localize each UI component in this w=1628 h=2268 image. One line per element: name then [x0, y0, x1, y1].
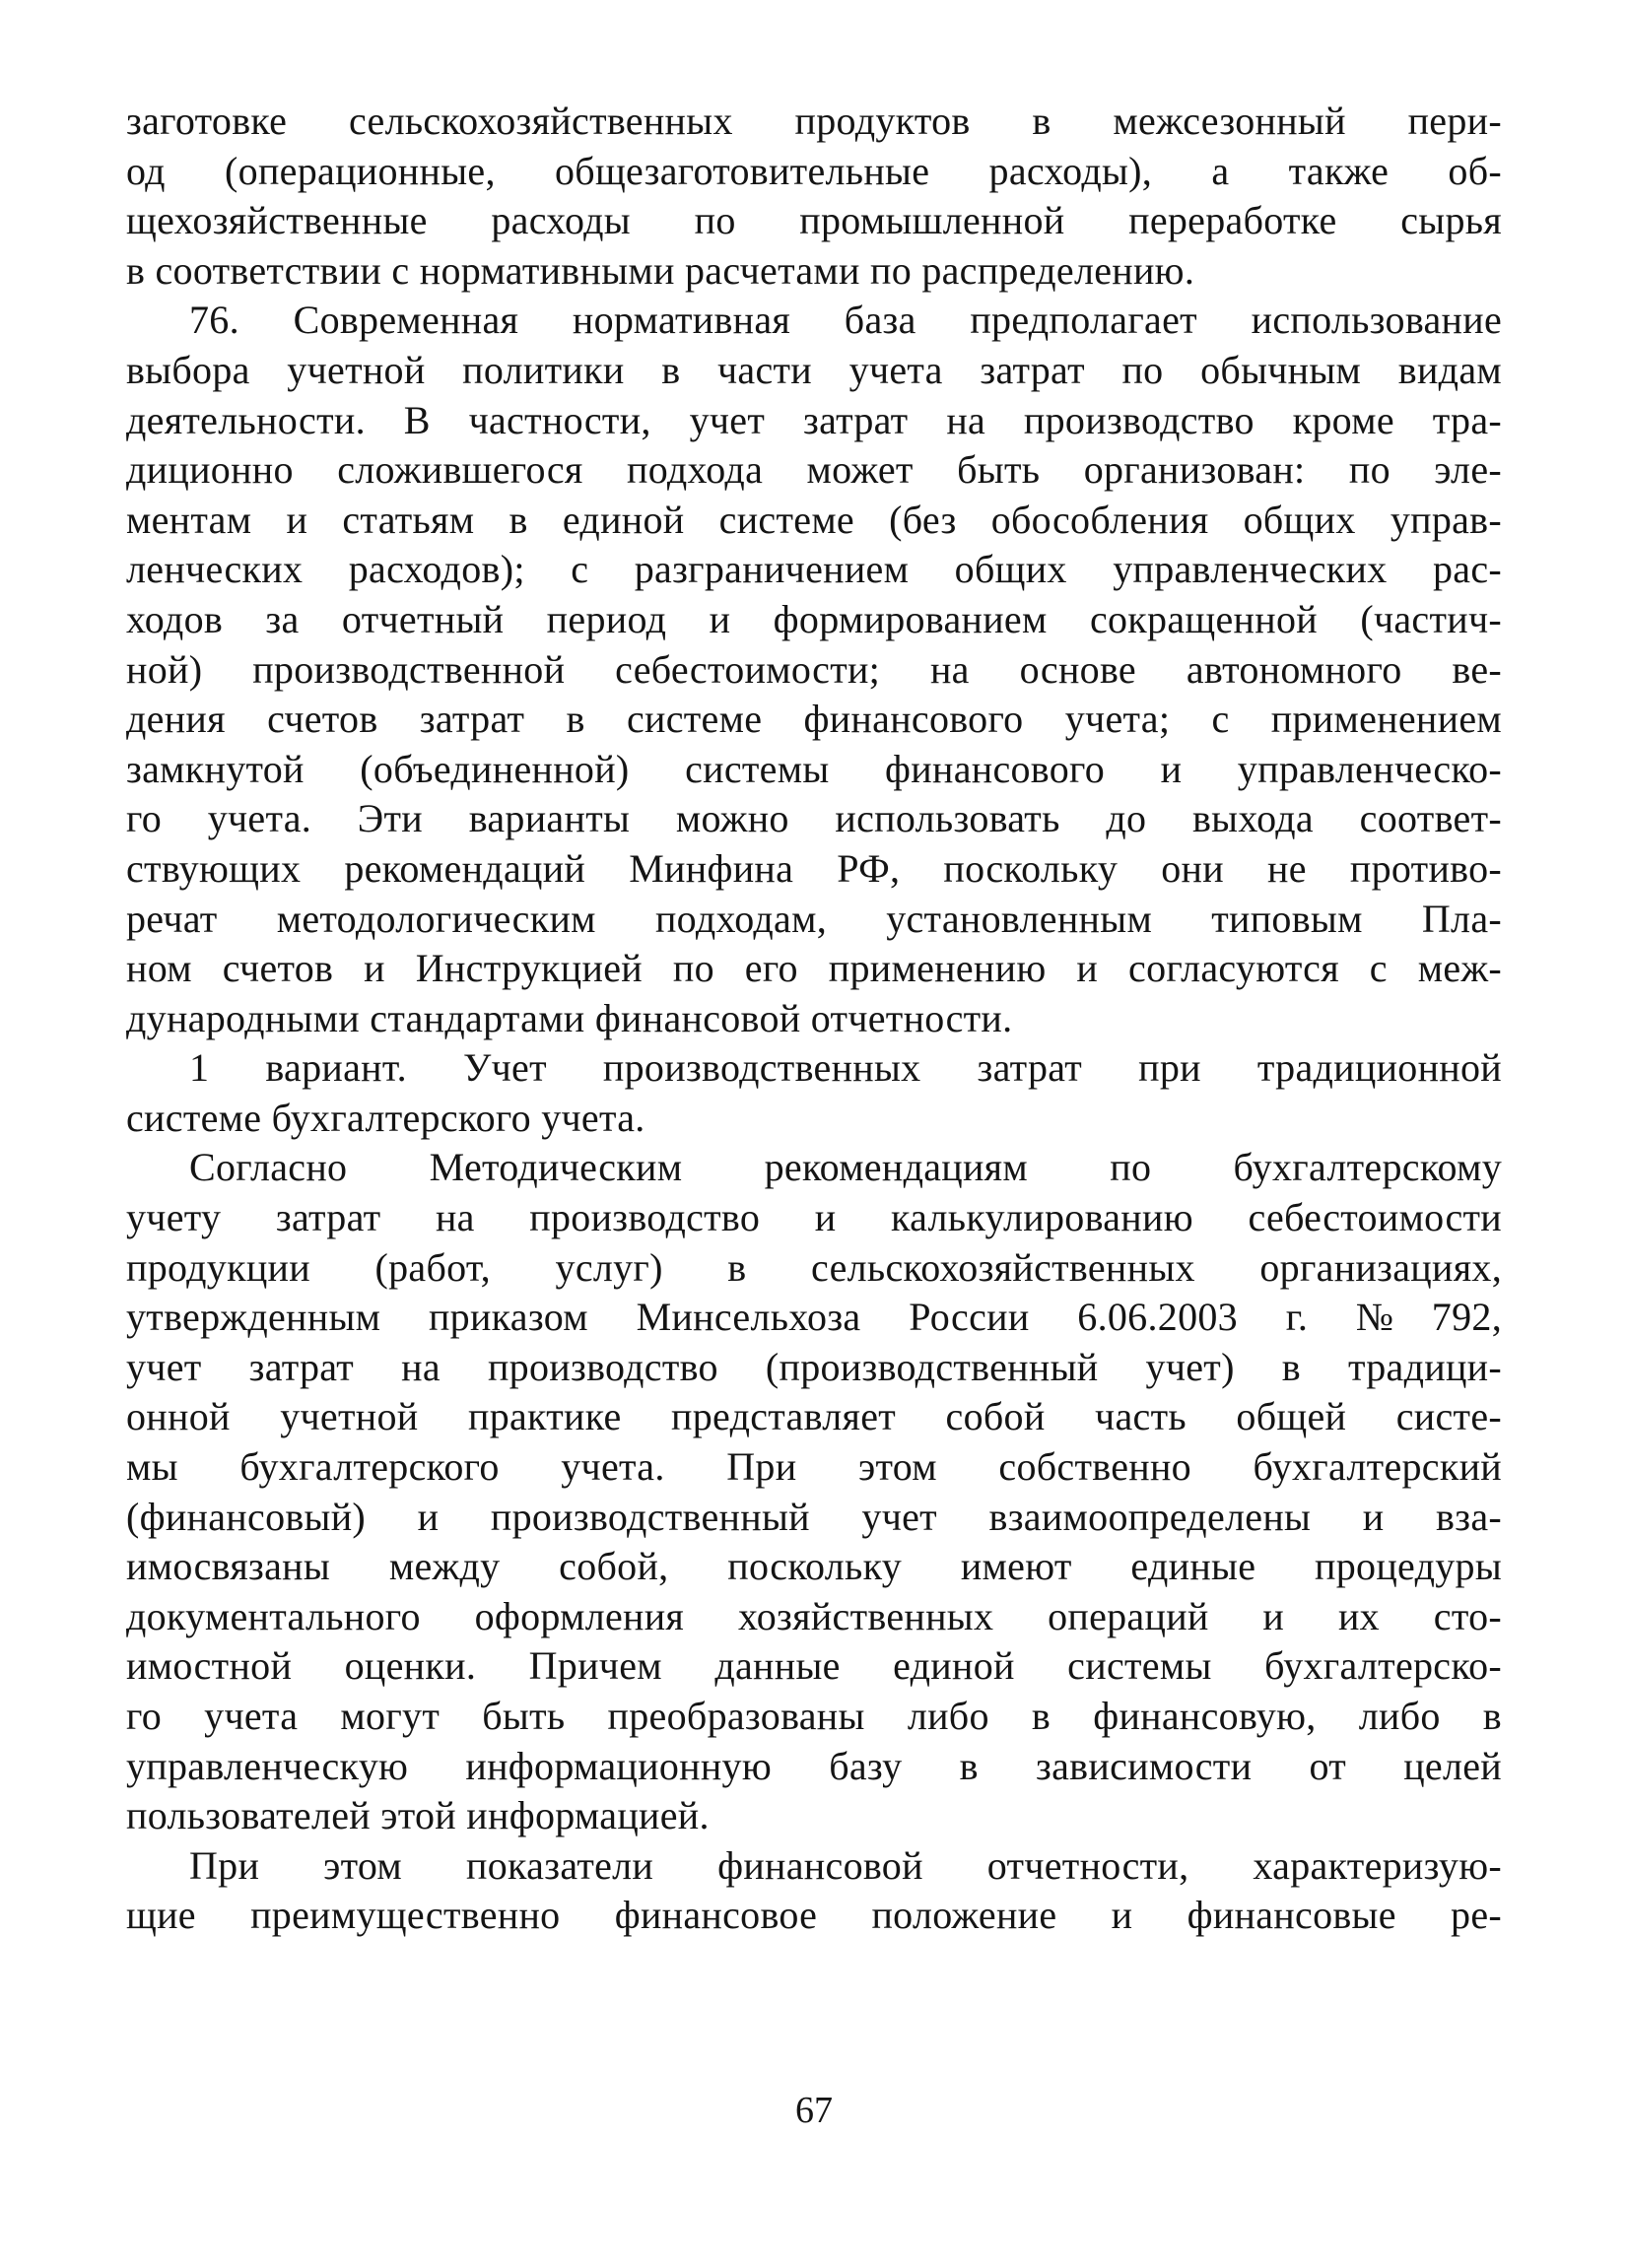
text-line: документального оформления хозяйственных операций и их сто- — [126, 1593, 1502, 1638]
text-line: имостной оценки. Причем данные единой системы бухгалтерско- — [126, 1643, 1502, 1689]
text-line: замкнутой (объединенной) системы финансового и управленческо- — [126, 746, 1502, 791]
text-line: ном счетов и Инструкцией по его применению и согласуются с меж- — [126, 946, 1502, 991]
text-line: деятельности. В частности, учет затрат на производство кроме тра- — [126, 397, 1502, 442]
text-line: утвержденным приказом Минсельхоза России 6.06.2003 г. №792, — [126, 1295, 1502, 1340]
text-line: щехозяйственные расходы по промышленной переработке сырья — [126, 198, 1502, 243]
text-line: мы бухгалтерского учета. При этом собственно бухгалтерский — [126, 1444, 1502, 1490]
text-line: пользователей этой информацией. — [126, 1793, 710, 1838]
text-line: 1 вариант. Учет производственных затрат при традиционной — [189, 1045, 1502, 1091]
text-line: (финансовый) и производственный учет взаимоопределены и вза- — [126, 1494, 1502, 1539]
text-line: выбора учетной политики в части учета затрат по обычным видам — [126, 347, 1502, 392]
text-line: диционно сложившегося подхода может быть организован: по эле- — [126, 447, 1502, 493]
text-line: го учета. Эти варианты можно использовать до выхода соответ- — [126, 796, 1502, 841]
text-line: щие преимущественно финансовое положение и финансовые ре- — [126, 1893, 1502, 1938]
text-line: учету затрат на производство и калькулированию себестоимости — [126, 1195, 1502, 1240]
text-line: 76. Современная нормативная база предполагает использование — [189, 298, 1502, 343]
text-line: Согласно Методическим рекомендациям по бухгалтерскому — [189, 1145, 1502, 1190]
page-number: 67 — [795, 2090, 833, 2131]
text-line: учет затрат на производство (производственный учет) в традици- — [126, 1344, 1502, 1389]
body-text — [126, 97, 1502, 1941]
text-line: го учета могут быть преобразованы либо в финансовую, либо в — [126, 1694, 1502, 1738]
text-line: од (операционные, общезаготовительные расходы), а также об- — [126, 148, 1502, 193]
text-line: имосвязаны между собой, поскольку имеют единые процедуры — [126, 1544, 1502, 1589]
text-line: дународными стандартами финансовой отчетности. — [126, 995, 1013, 1040]
text-line: ходов за отчетный период и формированием сокращенной (частич- — [126, 596, 1502, 641]
text-line: онной учетной практике представляет собой часть общей систе- — [126, 1394, 1502, 1439]
text-line: системе бухгалтерского учета. — [126, 1095, 645, 1140]
text-line: При этом показатели финансовой отчетности, характеризую- — [189, 1842, 1502, 1888]
text-line: ленческих расходов); с разграничением общих управленческих рас- — [126, 547, 1502, 592]
text-line: продукции (работ, услуг) в сельскохозяйственных организациях, — [126, 1244, 1502, 1290]
text-line: в соответствии с нормативными расчетами по распределению. — [126, 247, 1195, 293]
text-line: ствующих рекомендаций Минфина РФ, поскольку они не противо- — [126, 845, 1502, 891]
text-line: ной) производственной себестоимости; на основе автономного ве- — [126, 646, 1502, 692]
text-line: ментам и статьям в единой системе (без обособления общих управ- — [126, 497, 1502, 542]
text-line: заготовке сельскохозяйственных продуктов в межсезонный пери- — [126, 99, 1502, 143]
text-line: управленческую информационную базу в зависимости от целей — [126, 1743, 1502, 1788]
text-line: речат методологическим подходам, установленным типовым Пла- — [126, 896, 1502, 941]
text-line: дения счетов затрат в системе финансового учета; с применением — [126, 697, 1502, 742]
